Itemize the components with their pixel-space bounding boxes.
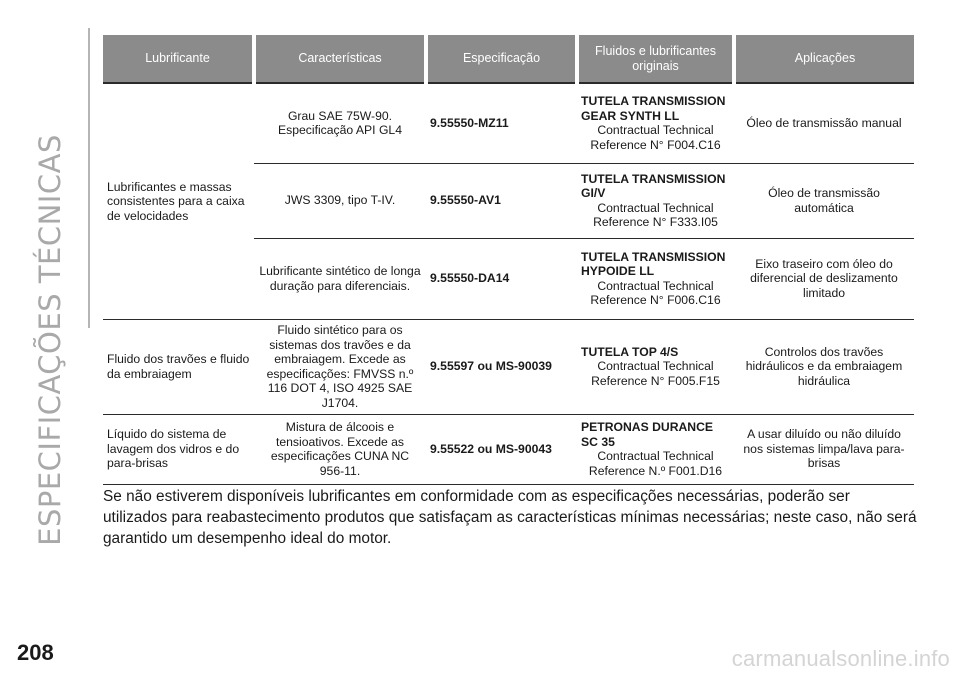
fluid-name: TUTELA TRANSMISSION GI/V xyxy=(581,171,726,200)
specification-cell: 9.55550-DA14 xyxy=(426,238,577,319)
original-fluid-cell xyxy=(577,238,734,319)
footnote-paragraph: Se não estiverem disponíveis lubrificantes em conformidade com as especificações necessárias, poderão ser utilizados para reabastecimento produtos que satisfaçam as características mínimas necessárias; neste caso, não será garantido um desempenho ideal do motor. xyxy=(103,488,917,547)
header-fluidos: Fluidos e lubrificantes originais xyxy=(577,35,734,83)
lubricants-table xyxy=(103,35,914,485)
watermark: carmanualsonline.info xyxy=(731,646,950,671)
characteristics-cell: Fluido sintético para os sistemas dos travões e da embraiagem. Excede as especificações: FMVSS n.º 116 DOT 4, ISO 4925 SAE J1704. xyxy=(254,319,426,414)
application-cell: Eixo traseiro com óleo do diferencial de deslizamento limitado xyxy=(734,238,914,319)
specification-cell: 9.55550-AV1 xyxy=(426,163,577,238)
fluid-name: TUTELA TRANSMISSION GEAR SYNTH LL xyxy=(581,94,726,123)
original-fluid-cell xyxy=(577,414,734,484)
lubricant-name: Lubrificantes e massas consistentes para a caixa de velocidades xyxy=(103,83,254,319)
application-cell: Óleo de transmissão automática xyxy=(734,163,914,238)
application-cell: Óleo de transmissão manual xyxy=(734,83,914,163)
fluid-name: TUTELA TOP 4/S xyxy=(581,344,679,359)
characteristics-cell: Mistura de álcoois e tensioativos. Excede as especificações CUNA NC 956-11. xyxy=(254,414,426,484)
table-row xyxy=(103,414,914,484)
fluid-reference: Contractual Technical Reference N° F005.F15 xyxy=(591,359,720,388)
characteristics-cell: Lubrificante sintético de longa duração para diferenciais. xyxy=(254,238,426,319)
specification-cell: 9.55597 ou MS-90039 xyxy=(426,319,577,414)
specification-cell: 9.55522 ou MS-90043 xyxy=(426,414,577,484)
header-caracteristicas: Características xyxy=(254,35,426,83)
specification-cell: 9.55550-MZ11 xyxy=(426,83,577,163)
fluid-name: PETRONAS DURANCE SC 35 xyxy=(581,420,714,449)
header-lubrificante: Lubrificante xyxy=(103,35,254,83)
characteristics-cell: Grau SAE 75W-90. Especificação API GL4 xyxy=(254,83,426,163)
header-aplicacoes: Aplicações xyxy=(734,35,914,83)
side-divider xyxy=(88,28,90,328)
original-fluid-cell xyxy=(577,163,734,238)
fluid-reference: Contractual Technical Reference N° F006.C16 xyxy=(590,278,721,307)
section-side-title: ESPECIFICAÇÕES TÉCNICAS xyxy=(33,134,67,546)
lubricant-name: Líquido do sistema de lavagem dos vidros e do para-brisas xyxy=(103,414,254,484)
original-fluid-cell xyxy=(577,319,734,414)
lubricant-name: Fluido dos travões e fluido da embraiagem xyxy=(103,319,254,414)
application-cell: Controlos dos travões hidráulicos e da embraiagem hidráulica xyxy=(734,319,914,414)
fluid-name: TUTELA TRANSMISSION HYPOIDE LL xyxy=(581,249,726,278)
page-number: 208 xyxy=(17,640,54,665)
fluid-reference: Contractual Technical Reference N° F004.C16 xyxy=(590,123,721,152)
fluid-reference: Contractual Technical Reference N° F333.I05 xyxy=(593,200,718,229)
table-row xyxy=(103,319,914,414)
characteristics-cell: JWS 3309, tipo T-IV. xyxy=(254,163,426,238)
header-especificacao: Especificação xyxy=(426,35,577,83)
fluid-reference: Contractual Technical Reference N.º F001.D16 xyxy=(588,449,723,478)
application-cell: A usar diluído ou não diluído nos sistemas limpa/lava para-brisas xyxy=(734,414,914,484)
original-fluid-cell xyxy=(577,83,734,163)
table-row xyxy=(103,83,914,163)
table-header-row xyxy=(103,35,914,83)
